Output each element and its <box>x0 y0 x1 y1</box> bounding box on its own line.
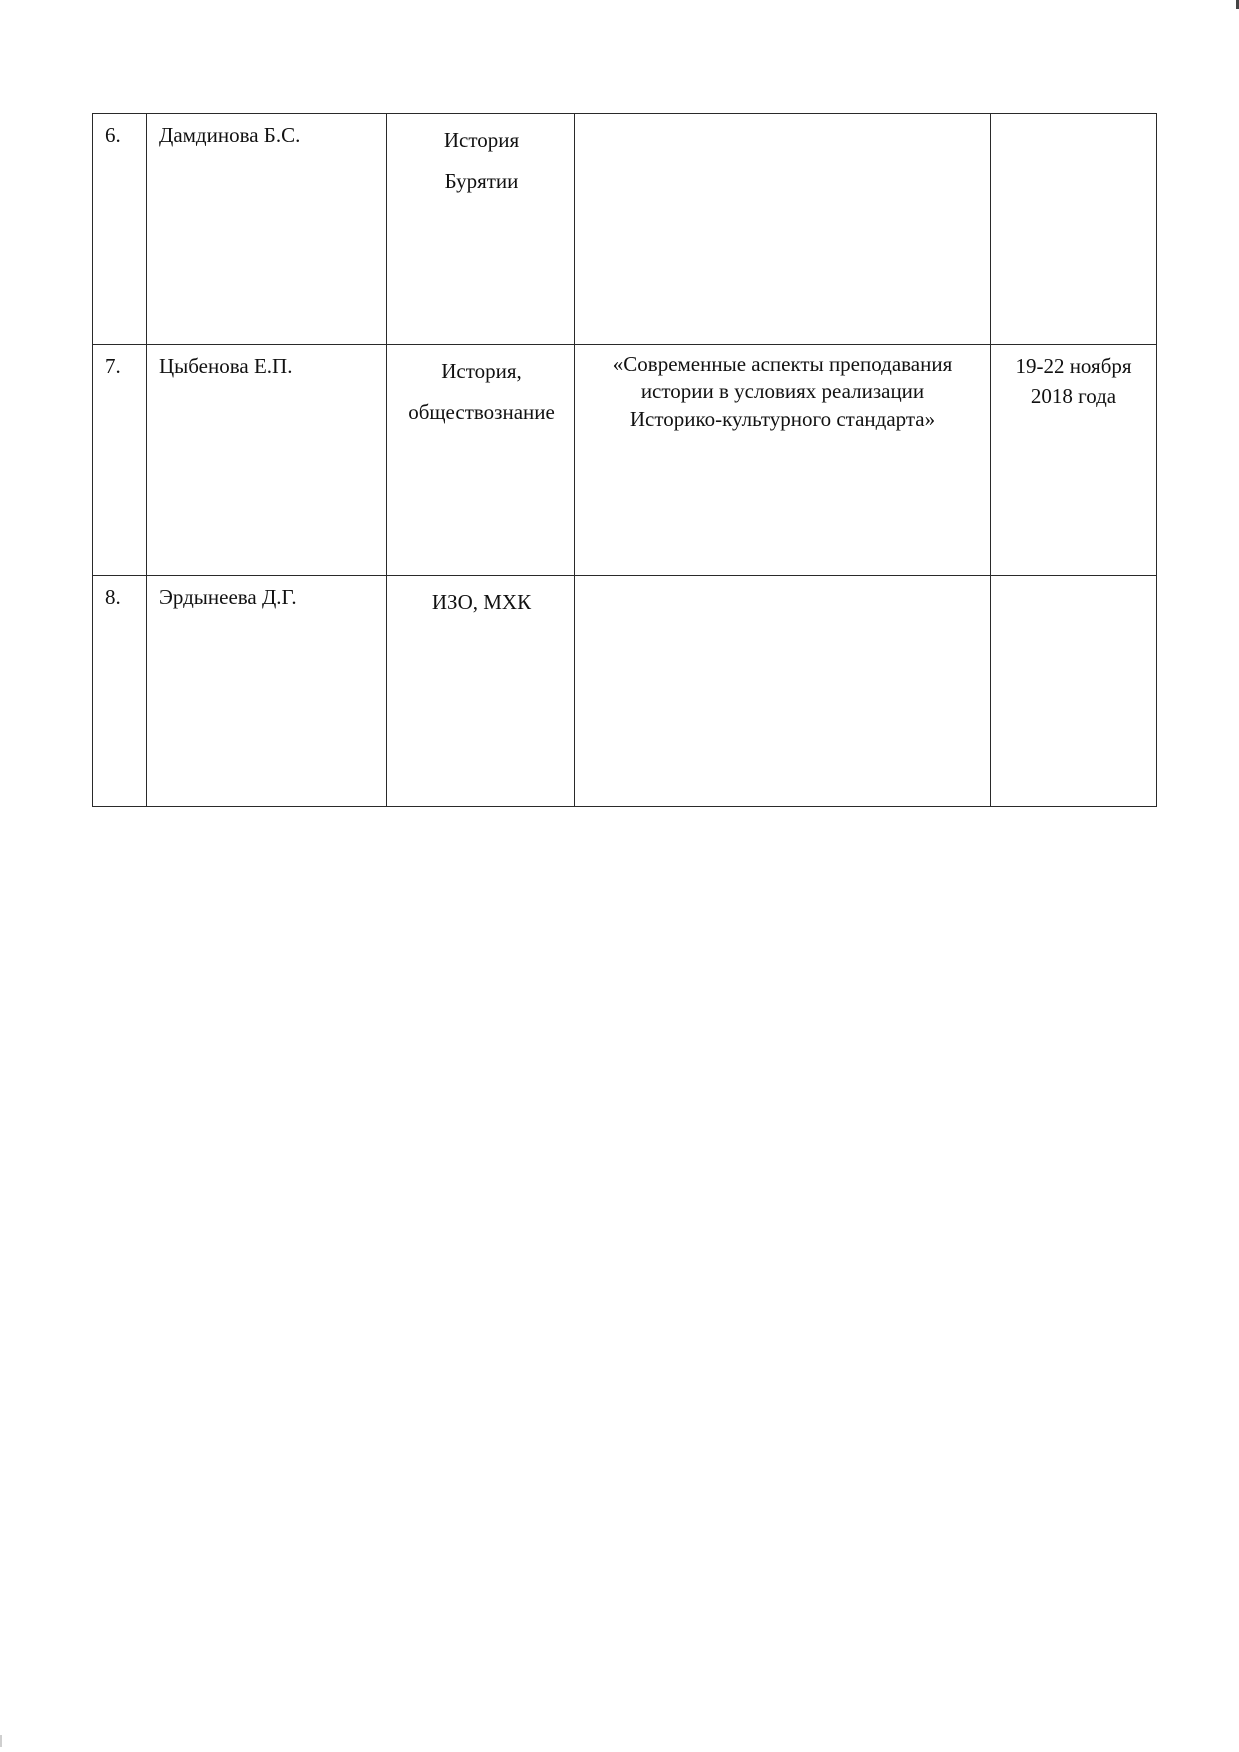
subject-line: обществознание <box>408 399 555 424</box>
row-number: 7. <box>93 345 147 576</box>
subject <box>387 114 575 345</box>
table-row <box>93 576 1157 807</box>
course-title <box>575 114 991 345</box>
row-number: 6. <box>93 114 147 345</box>
course-date <box>991 114 1157 345</box>
subject-line: История <box>443 128 520 152</box>
table-row <box>93 345 1157 576</box>
teacher-name: Цыбенова Е.П. <box>147 345 387 576</box>
teacher-training-table <box>92 113 1157 807</box>
row-number: 8. <box>93 576 147 807</box>
course-date <box>991 576 1157 807</box>
course-title: «Современные аспекты преподавания истории в условиях реализации Историко-культурного стандарта» <box>575 345 991 576</box>
teacher-name: Эрдынеева Д.Г. <box>147 576 387 807</box>
table-row <box>93 114 1157 345</box>
subject-line: ИЗО, МХК <box>431 590 532 614</box>
subject <box>387 345 575 576</box>
course-date: 19-22 ноября 2018 года <box>991 345 1157 576</box>
subject-line: История, <box>441 359 522 383</box>
subject-line: Бурятии <box>444 168 519 193</box>
course-title <box>575 576 991 807</box>
teacher-name: Дамдинова Б.С. <box>147 114 387 345</box>
subject <box>387 576 575 807</box>
scan-edge-mark <box>0 1735 2 1747</box>
